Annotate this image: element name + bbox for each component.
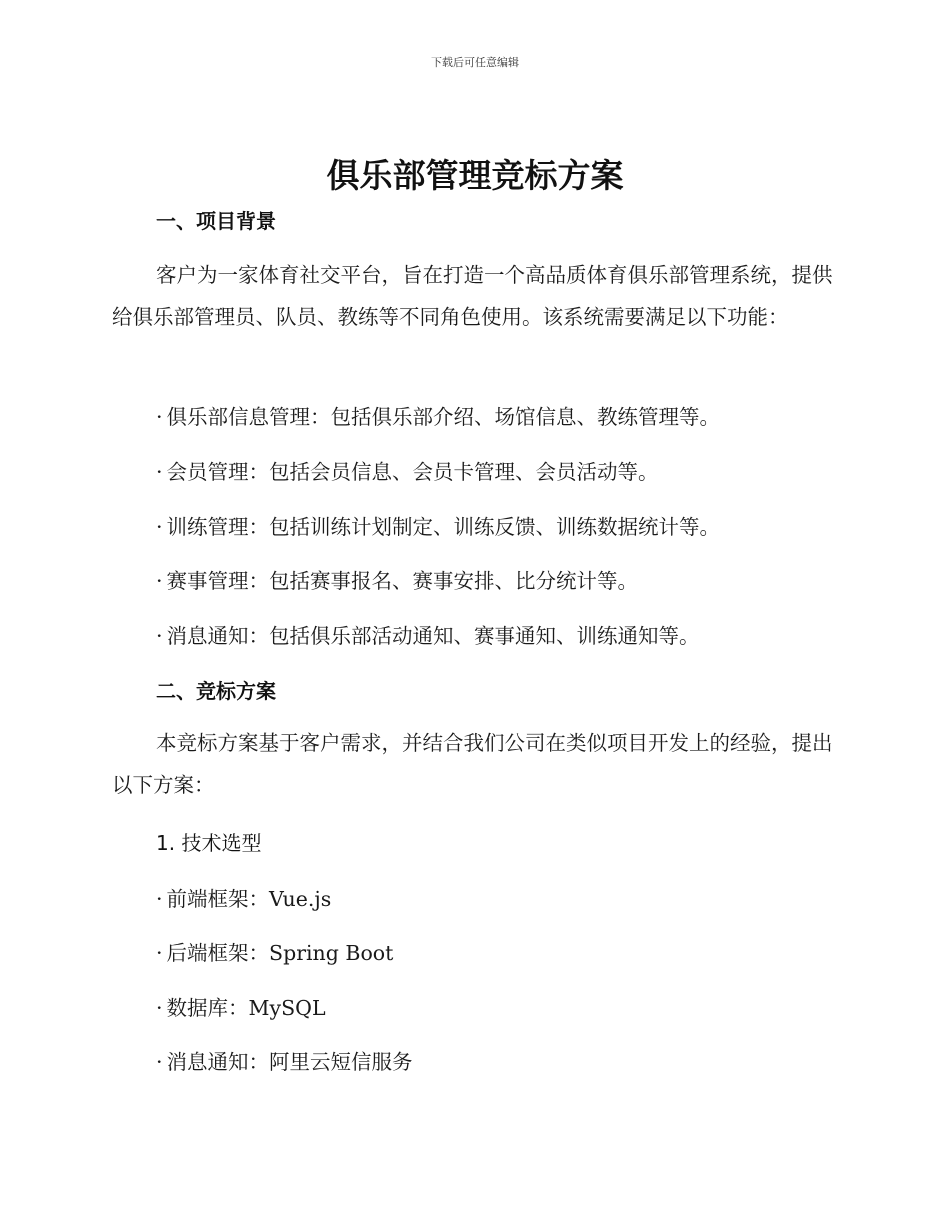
list-item xyxy=(156,564,638,594)
bullet-marker: · xyxy=(156,1050,163,1074)
list-item xyxy=(156,455,659,485)
list-item xyxy=(156,1045,413,1075)
list-item-text: 消息通知：包括俱乐部活动通知、赛事通知、训练通知等。 xyxy=(166,624,700,648)
proposal-paragraph: 本竞标方案基于客户需求，并结合我们公司在类似项目开发上的经验，提出以下方案： xyxy=(112,731,833,797)
background-paragraph: 客户为一家体育社交平台，旨在打造一个高品质体育俱乐部管理系统，提供给俱乐部管理员、队员、教练等不同角色使用。该系统需要满足以下功能： xyxy=(112,263,833,329)
bullet-marker: · xyxy=(156,996,163,1020)
list-item xyxy=(156,936,393,966)
section-heading-background: 一、项目背景 xyxy=(156,209,276,233)
list-item xyxy=(156,400,720,430)
bullet-marker: · xyxy=(156,887,163,911)
bullet-marker: · xyxy=(156,405,163,429)
header-note: 下载后可任意编辑 xyxy=(431,56,519,69)
list-item-text: 消息通知：阿里云短信服务 xyxy=(166,1050,413,1074)
document-title: 俱乐部管理竞标方案 xyxy=(326,156,624,195)
bullet-marker: · xyxy=(156,460,163,484)
list-item xyxy=(156,619,700,649)
subsection-heading-tech: 1. 技术选型 xyxy=(156,831,262,855)
list-item-text: 后端框架：Spring Boot xyxy=(166,941,394,965)
list-item-text: 赛事管理：包括赛事报名、赛事安排、比分统计等。 xyxy=(166,569,639,593)
list-item-text: 训练管理：包括训练计划制定、训练反馈、训练数据统计等。 xyxy=(166,515,721,539)
bullet-marker: · xyxy=(156,569,163,593)
list-item-text: 俱乐部信息管理：包括俱乐部介绍、场馆信息、教练管理等。 xyxy=(166,405,721,429)
bullet-marker: · xyxy=(156,941,163,965)
bullet-marker: · xyxy=(156,515,163,539)
list-item xyxy=(156,882,331,912)
section-heading-proposal: 二、竞标方案 xyxy=(156,679,276,703)
bullet-marker: · xyxy=(156,624,163,648)
list-item-text: 会员管理：包括会员信息、会员卡管理、会员活动等。 xyxy=(166,460,659,484)
list-item xyxy=(156,991,326,1021)
list-item-text: 前端框架：Vue.js xyxy=(166,887,332,911)
list-item-text: 数据库：MySQL xyxy=(166,996,326,1020)
list-item xyxy=(156,510,720,540)
